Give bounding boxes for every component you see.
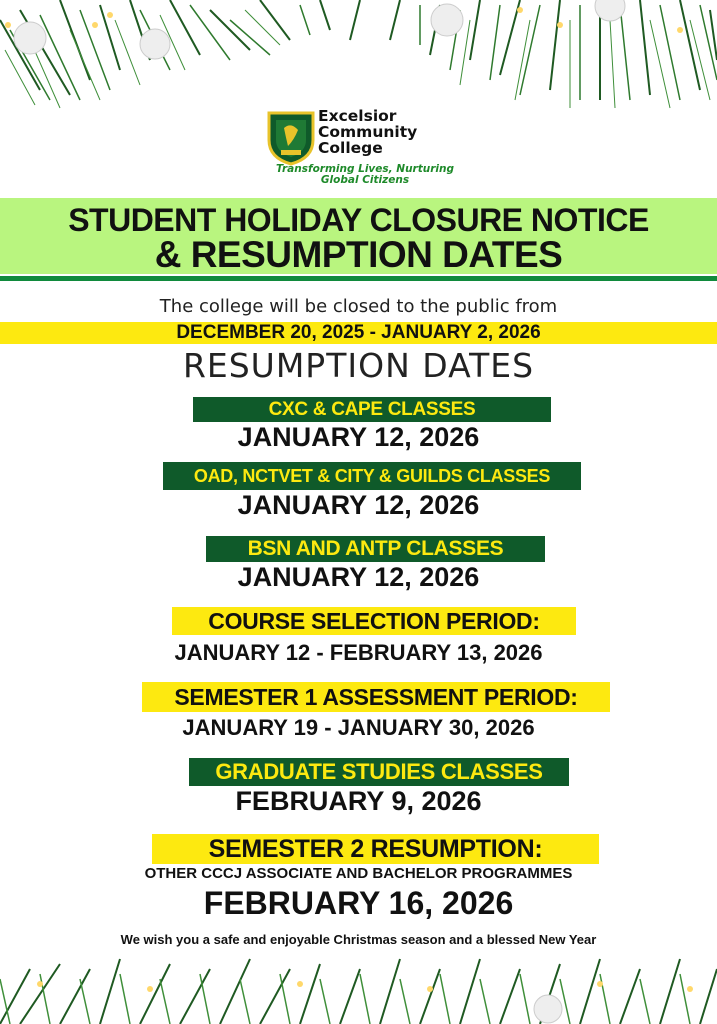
label-cxc-cape: CXC & CAPE CLASSES — [193, 397, 551, 422]
date-bsn-antp: JANUARY 12, 2026 — [237, 562, 480, 592]
label-graduate-studies: GRADUATE STUDIES CLASSES — [189, 758, 569, 786]
label-semester2-resumption: SEMESTER 2 RESUMPTION: — [152, 834, 599, 864]
closing-message: We wish you a safe and enjoyable Christmas season and a blessed New Year — [120, 932, 597, 947]
label-semester1-assessment: SEMESTER 1 ASSESSMENT PERIOD: — [142, 682, 610, 712]
college-tagline — [270, 164, 460, 186]
college-name-line2: Community — [318, 123, 418, 141]
semester2-programmes: OTHER CCCJ ASSOCIATE AND BACHELOR PROGRAMMES — [144, 865, 573, 882]
date-semester2-resumption: FEBRUARY 16, 2026 — [203, 885, 514, 921]
college-logo — [266, 108, 466, 188]
closure-intro: The college will be closed to the public from — [159, 296, 558, 317]
college-name-line1: Excelsior — [318, 107, 397, 125]
title-divider — [0, 276, 717, 281]
label-course-selection: COURSE SELECTION PERIOD: — [172, 607, 576, 635]
date-course-selection: JANUARY 12 - FEBRUARY 13, 2026 — [174, 640, 543, 665]
notice-title-line2: & RESUMPTION DATES — [154, 234, 563, 275]
closure-date-range: DECEMBER 20, 2025 - JANUARY 2, 2026 — [176, 322, 541, 343]
label-bsn-antp: BSN AND ANTP CLASSES — [206, 536, 545, 562]
date-oad-nctvet: JANUARY 12, 2026 — [237, 490, 480, 520]
college-name — [318, 108, 417, 156]
college-name-line3: College — [318, 139, 383, 157]
label-oad-nctvet: OAD, NCTVET & CITY & GUILDS CLASSES — [163, 462, 581, 490]
resumption-heading: RESUMPTION DATES — [182, 346, 535, 385]
date-semester1-assessment: JANUARY 19 - JANUARY 30, 2026 — [182, 715, 535, 740]
bottom-pine-garland — [0, 949, 717, 1024]
date-cxc-cape: JANUARY 12, 2026 — [237, 422, 480, 452]
date-graduate-studies: FEBRUARY 9, 2026 — [235, 786, 482, 816]
college-crest-icon — [266, 110, 316, 166]
notice-title-line1: STUDENT HOLIDAY CLOSURE NOTICE — [68, 202, 649, 238]
tagline-line2: Global Citizens — [320, 174, 410, 186]
tagline-line1: Transforming Lives, Nurturing — [276, 163, 454, 175]
top-pine-garland — [0, 0, 717, 110]
